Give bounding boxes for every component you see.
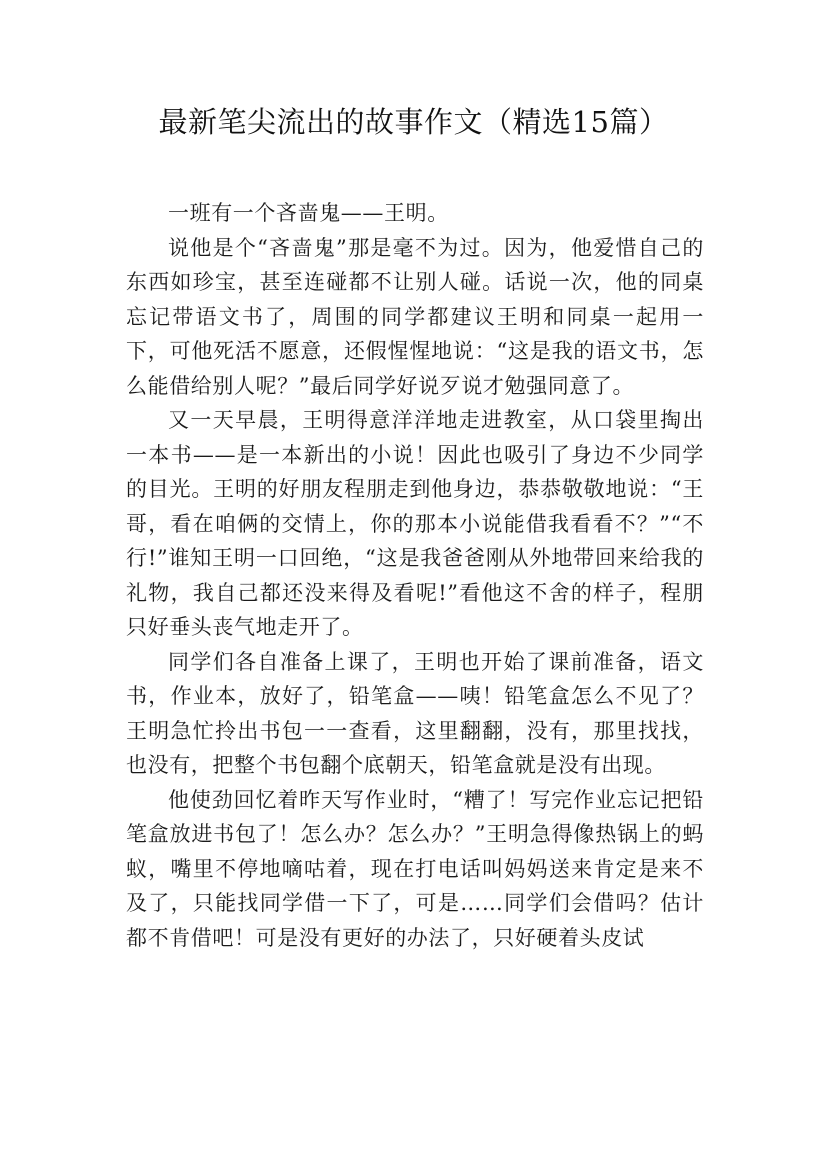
paragraph: 一班有一个吝啬鬼——王明。 [168,201,449,225]
paragraph: 又一天早晨，王明得意洋洋地走进教室，从口袋里掏出一本书——是一本新出的小说！因此也吸引了身边不少同学的目光。王明的好朋友程朋走到他身边，恭恭敬敬地说：“王哥，看在咱俩的交情上，你的那本小说能借我看看不？”“不行!”谁知王明一口回绝，“这是我爸爸刚从外地带回来给我的礼物，我自己都还没来得及看呢!”看他这不舍的样子，程朋只好垂头丧气地走开了。 [126,408,704,639]
article-body [126,196,704,955]
paragraph: 同学们各自准备上课了，王明也开始了课前准备，语文书，作业本，放好了，铅笔盒——咦！铅笔盒怎么不见了？王明急忙拎出书包一一查看，这里翻翻，没有，那里找找，也没有，把整个书包翻个底朝天，铅笔盒就是没有出现。 [126,649,704,777]
page-title: 最新笔尖流出的故事作文（精选15篇） [158,105,669,139]
paragraph: 他使劲回忆着昨天写作业时，“糟了！写完作业忘记把铅笔盒放进书包了！怎么办？怎么办？”王明急得像热锅上的蚂蚁，嘴里不停地嘀咕着，现在打电话叫妈妈送来肯定是来不及了，只能找同学借一下了，可是……同学们会借吗？估计都不肯借吧！可是没有更好的办法了，只好硬着头皮试 [126,787,704,950]
paragraph: 说他是个“吝啬鬼”那是毫不为过。因为，他爱惜自己的东西如珍宝，甚至连碰都不让别人碰。话说一次，他的同桌忘记带语文书了，周围的同学都建议王明和同桌一起用一下，可他死活不愿意，还假惺惺地说：“这是我的语文书，怎么能借给别人呢？”最后同学好说歹说才勉强同意了。 [126,235,704,398]
